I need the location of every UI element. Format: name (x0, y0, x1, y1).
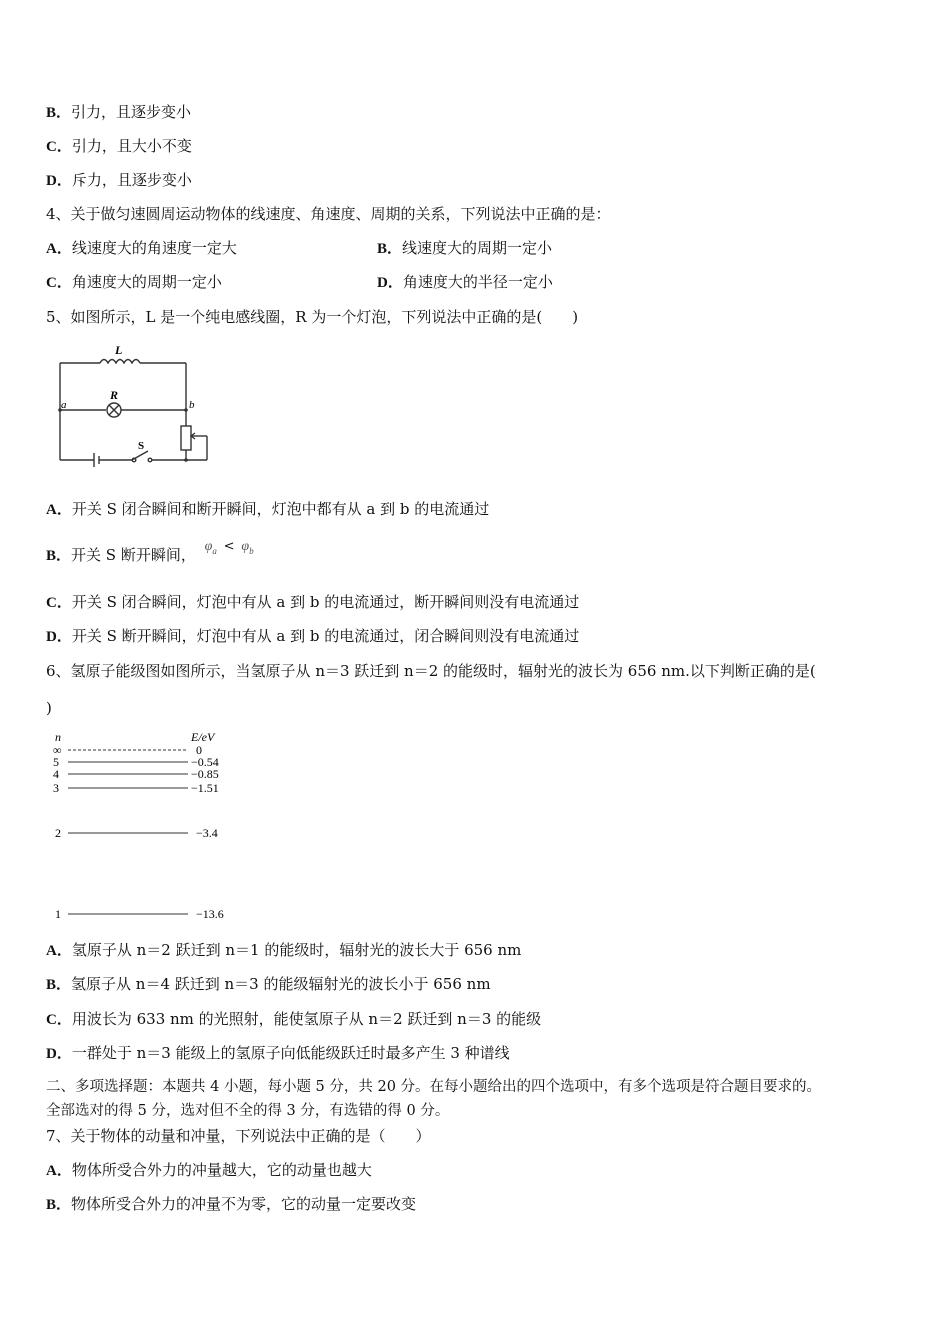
q6-option-b: B．氢原子从 n＝4 跃迁到 n＝3 的能级辐射光的波长小于 656 nm (46, 975, 491, 993)
level-e-4: −0.85 (191, 767, 219, 781)
level-n-inf: ∞ (53, 743, 62, 757)
q4-option-b: B．线速度大的周期一定小 (377, 239, 553, 257)
level-e-2: −3.4 (196, 826, 218, 840)
q6-option-c: C．用波长为 633 nm 的光照射，能使氢原子从 n＝2 跃迁到 n＝3 的能级 (46, 1010, 542, 1028)
q5-option-b: B．开关 S 断开瞬间， $\varphi_a < \varphi_b$ (46, 545, 254, 571)
q4-stem: 4、关于做匀速圆周运动物体的线速度、角速度、周期的关系，下列说法中正确的是： (46, 205, 611, 223)
level-n-1: 1 (55, 907, 61, 921)
section2-line1: 二、多项选择题：本题共 4 小题，每小题 5 分，共 20 分。在每小题给出的四个选项中，有多个选项是符合题目要求的。 (46, 1079, 822, 1095)
q6-stem-line1: 6、氢原子能级图如图所示，当氢原子从 n＝3 跃迁到 n＝2 的能级时，辐射光的波长为 656 nm.以下判断正确的是( (46, 662, 816, 680)
circuit-label-r: R (110, 388, 119, 402)
q6-option-a: A．氢原子从 n＝2 跃迁到 n＝1 的能级时，辐射光的波长大于 656 nm (46, 941, 522, 959)
level-n-4: 4 (53, 767, 59, 781)
q6-option-d: D．一群处于 n＝3 能级上的氢原子向低能级跃迁时最多产生 3 种谱线 (46, 1044, 510, 1062)
q5-stem: 5、如图所示，L 是一个纯电感线圈，R 为一个灯泡，下列说法中正确的是( ) (46, 308, 579, 326)
energy-level-diagram (46, 728, 246, 926)
q5-option-a: A．开关 S 闭合瞬间和断开瞬间，灯泡中都有从 a 到 b 的电流通过 (46, 500, 490, 518)
circuit-label-s: S (138, 440, 145, 452)
level-e-1: −13.6 (196, 907, 224, 921)
circuit-label-b: b (189, 399, 195, 411)
level-e-inf: 0 (196, 743, 202, 757)
e-header: E/eV (191, 730, 215, 744)
level-n-2: 2 (55, 826, 61, 840)
section2-line2: 全部选对的得 5 分，选对但不全的得 3 分，有选错的得 0 分。 (46, 1103, 450, 1119)
level-e-3: −1.51 (191, 781, 219, 795)
q7-stem: 7、关于物体的动量和冲量，下列说法中正确的是（ ） (46, 1127, 431, 1145)
level-n-3: 3 (53, 781, 59, 795)
q5-option-d: D．开关 S 断开瞬间，灯泡中有从 a 到 b 的电流通过，闭合瞬间则没有电流通过 (46, 627, 580, 645)
q3-option-b: B．引力，且逐步变小 (46, 103, 192, 121)
q7-option-a: A．物体所受合外力的冲量越大，它的动量也越大 (46, 1161, 372, 1179)
q4-option-a: A．线速度大的角速度一定大 (46, 239, 237, 257)
level-n-5: 5 (53, 755, 59, 769)
q4-option-d: D．角速度大的半径一定小 (377, 273, 553, 291)
circuit-label-a: a (61, 399, 67, 411)
circuit-label-l: L (115, 343, 123, 357)
q3-option-d: D．斥力，且逐步变小 (46, 171, 192, 189)
q5-option-c: C．开关 S 闭合瞬间，灯泡中有从 a 到 b 的电流通过，断开瞬间则没有电流通过 (46, 593, 580, 611)
q3-option-c: C．引力，且大小不变 (46, 137, 192, 155)
potential-formula: $\varphi_a < \varphi_b$ (204, 539, 254, 556)
q4-option-c: C．角速度大的周期一定小 (46, 273, 222, 291)
level-e-5: −0.54 (191, 755, 219, 769)
circuit-diagram (52, 338, 222, 470)
n-header: n (55, 730, 61, 744)
q6-stem-line2: ) (46, 699, 52, 717)
q7-option-b: B．物体所受合外力的冲量不为零，它的动量一定要改变 (46, 1195, 417, 1213)
